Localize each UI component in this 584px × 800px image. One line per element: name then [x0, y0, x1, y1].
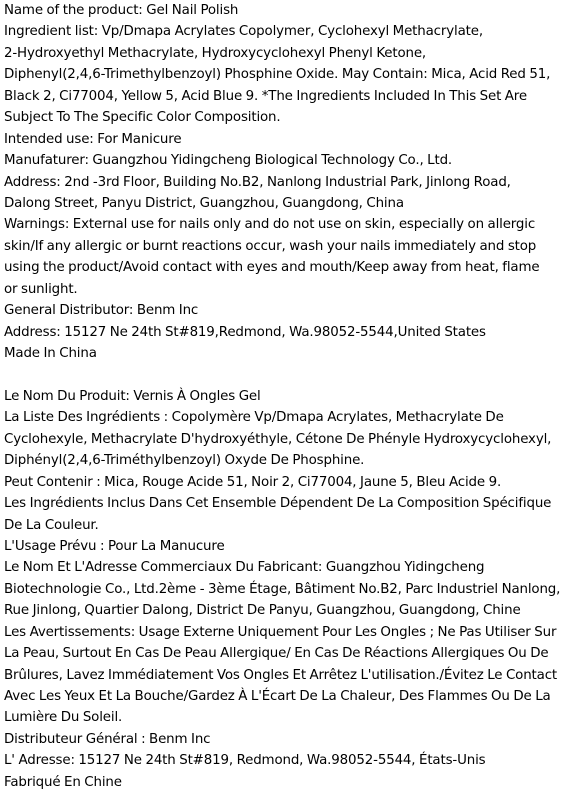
ingredient-list-line: Diphényl(2,4,6-Triméthylbenzoyl) Oxyde De Phosphine. [4, 453, 365, 469]
manufacturer-line: Le Nom Et L'Adresse Commerciaux Du Fabricant: Guangzhou Yidingcheng [4, 560, 485, 576]
manufacturer-line: Manufaturer: Guangzhou Yidingcheng Biological Technology Co., Ltd. [4, 153, 453, 169]
section-spacer [4, 364, 582, 385]
manufacturer-address-line: Biotechnologie Co., Ltd.2ème - 3ème Étage, Bâtiment No.B2, Parc Industriel Nanlong, [4, 581, 561, 597]
ingredient-list-line: La Liste Des Ingrédients : Copolymère Vp/Dmapa Acrylates, Methacrylate De [4, 410, 504, 426]
origin-line: Made In China [4, 346, 97, 361]
ingredient-list-line: Subject To The Specific Color Composition. [4, 110, 281, 126]
may-contain-line: Peut Contenir : Mica, Rouge Acide 51, Noir 2, Ci77004, Jaune 5, Bleu Acide 9. [4, 474, 502, 490]
distributor-line: General Distributor: Benm Inc [4, 303, 199, 319]
french-section [4, 386, 582, 793]
intended-use-line: Intended use: For Manicure [4, 131, 182, 147]
manufacturer-address-line: Dalong Street, Panyu District, Guangzhou, Guangdong, China [4, 195, 404, 211]
warnings-line: Warnings: External use for nails only and do not use on skin, especially on allergic [4, 217, 536, 233]
product-name-line: Le Nom Du Produit: Vernis À Ongles Gel [4, 388, 261, 404]
distributor-line: Distributeur Général : Benm Inc [4, 731, 211, 747]
warnings-line: skin/If any allergic or burnt reactions occur, wash your nails immediately and stop [4, 238, 537, 254]
product-label-document [4, 0, 582, 793]
warnings-line: La Peau, Surtout En Cas De Peau Allergique/ En Cas De Réactions Allergiques Ou De [4, 646, 549, 662]
ingredient-list-line: Cyclohexyle, Methacrylate D'hydroxyéthyle, Cétone De Phényle Hydroxycyclohexyl, [4, 431, 552, 447]
manufacturer-address-line: Rue Jinlong, Quartier Dalong, District De Panyu, Guangzhou, Guangdong, Chine [4, 603, 521, 619]
ingredient-list-line: Ingredient list: Vp/Dmapa Acrylates Copolymer, Cyclohexyl Methacrylate, [4, 24, 483, 40]
ingredient-list-line: Diphenyl(2,4,6-Trimethylbenzoyl) Phosphine Oxide. May Contain: Mica, Acid Red 51, [4, 67, 551, 83]
warnings-line: Avec Les Yeux Et La Bouche/Gardez À L'Écart De La Chaleur, Des Flammes Ou De La [4, 689, 551, 704]
warnings-line: or sunlight. [4, 281, 78, 297]
ingredient-list-line: 2-Hydroxyethyl Methacrylate, Hydroxycyclohexyl Phenyl Ketone, [4, 45, 427, 61]
manufacturer-address-line: Address: 2nd -3rd Floor, Building No.B2, Nanlong Industrial Park, Jinlong Road, [4, 174, 511, 190]
warnings-line: Les Avertissements: Usage Externe Uniquement Pour Les Ongles ; Ne Pas Utiliser Sur [4, 624, 557, 640]
product-name-line: Name of the product: Gel Nail Polish [4, 3, 239, 18]
warnings-line: Brûlures, Lavez Immédiatement Vos Ongles Et Arrêtez L'utilisation./Évitez Le Contact [4, 667, 558, 683]
english-section [4, 0, 582, 364]
warnings-line: using the product/Avoid contact with eyes and mouth/Keep away from heat, flame [4, 260, 540, 276]
ingredients-note-line: De La Couleur. [4, 517, 99, 533]
distributor-address-line: L' Adresse: 15127 Ne 24th St#819, Redmond, Wa.98052-5544, États-Unis [4, 753, 486, 769]
distributor-address-line: Address: 15127 Ne 24th St#819,Redmond, Wa.98052-5544,United States [4, 324, 486, 340]
ingredients-note-line: Les Ingrédients Inclus Dans Cet Ensemble Dépendent De La Composition Spécifique [4, 496, 552, 512]
ingredient-list-line: Black 2, Ci77004, Yellow 5, Acid Blue 9. *The Ingredients Included In This Set Are [4, 88, 527, 104]
origin-line: Fabriqué En Chine [4, 774, 122, 790]
warnings-line: Lumière Du Soleil. [4, 710, 123, 726]
intended-use-line: L'Usage Prévu : Pour La Manucure [4, 538, 225, 554]
